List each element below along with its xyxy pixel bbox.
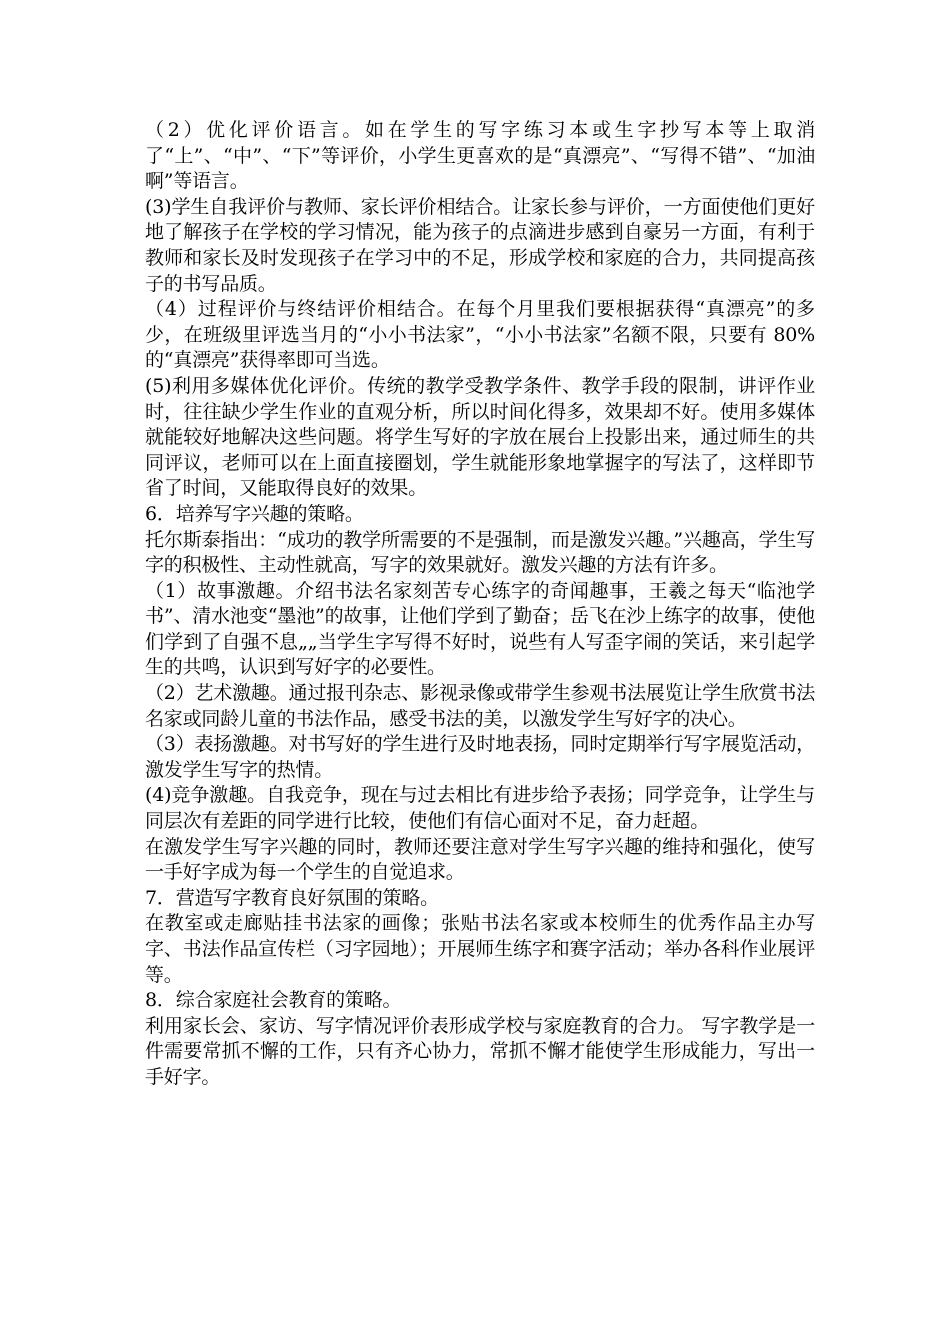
paragraph-family-society: 利用家长会、家访、写字情况评价表形成学校与家庭教育的合力。 写字教学是一件需要常抓不懈的工作，只有齐心协力，常抓不懈才能使学生形成能力，写出一手好字。 (145, 1014, 815, 1088)
document-page (145, 118, 815, 1091)
paragraph-maintain-interest: 在激发学生写字兴趣的同时，教师还要注意对学生写字兴趣的维持和强化，使写一手好字成为每一个学生的自觉追求。 (145, 835, 815, 884)
section-heading-7: 7．营造写字教育良好氛围的策略。 (145, 886, 439, 909)
paragraph-evaluation-language: （2）优化评价语言。如在学生的写字练习本或生字抄写本等上取消了“上”、“中”、“下”等评价，小学生更喜欢的是“真漂亮”、“写得不错”、“加油啊”等语言。 (145, 119, 815, 193)
paragraph-atmosphere: 在教室或走廊贴挂书法家的画像；张贴书法名家或本校师生的优秀作品主办写字、书法作品宣传栏（习字园地）；开展师生练字和赛字活动；举办各科作业展评等。 (145, 912, 815, 986)
paragraph-praise-interest: （3）表扬激趣。对书写好的学生进行及时地表扬，同时定期举行写字展览活动，激发学生写字的热情。 (145, 733, 815, 781)
paragraph-multimedia-evaluation: (5)利用多媒体优化评价。传统的教学受教学条件、教学手段的限制，讲评作业时，往往缺少学生作业的直观分析，所以时间化得多，效果却不好。使用多媒体就能较好地解决这些问题。将学生写好的字放在展台上投影出来，通过师生的共同评议，老师可以在上面直接圈划，学生就能形象地掌握字的写法了，这样即节省了时间，又能取得良好的效果。 (145, 374, 815, 500)
paragraph-art-interest: （2）艺术激趣。通过报刊杂志、影视录像或带学生参观书法展览让学生欣赏书法名家或同龄儿童的书法作品，感受书法的美，以激发学生写好字的决心。 (145, 682, 815, 730)
section-heading-8: 8．综合家庭社会教育的策略。 (145, 989, 402, 1012)
paragraph-story-interest: （1）故事激趣。介绍书法名家刻苦专心练字的奇闻趣事，王羲之每天“临池学书”、清水池变“墨池”的故事，让他们学到了勤奋；岳飞在沙上练字的故事，使他们学到了自强不息„„当学生字写得不好时，说些有人写歪字闹的笑话，来引起学生的共鸣，认识到写好字的必要性。 (145, 579, 815, 679)
paragraph-process-evaluation: （4）过程评价与终结评价相结合。在每个月里我们要根据获得“真漂亮”的多少，在班级里评选当月的“小小书法家”，“小小书法家”名额不限，只要有 80%的“真漂亮”获得率即可当选。 (145, 298, 815, 372)
paragraph-competition-interest: (4)竞争激趣。自我竞争，现在与过去相比有进步给予表扬；同学竞争，让学生与同层次有差距的同学进行比较，使他们有信心面对不足，奋力赶超。 (145, 784, 815, 833)
paragraph-tolstoy-quote: 托尔斯泰指出：“成功的教学所需要的不是强制，而是激发兴趣。”兴趣高，学生写字的积极性、主动性就高，写字的效果就好。激发兴趣的方法有许多。 (145, 528, 815, 577)
section-heading-6: 6．培养写字兴趣的策略。 (145, 502, 364, 525)
paragraph-self-evaluation: (3)学生自我评价与教师、家长评价相结合。让家长参与评价，一方面使他们更好地了解孩子在学校的学习情况，能为孩子的点滴进步感到自豪另一方面，有利于教师和家长及时发现孩子在学习中的不足，形成学校和家庭的合力，共同提高孩子的书写品质。 (145, 195, 815, 295)
